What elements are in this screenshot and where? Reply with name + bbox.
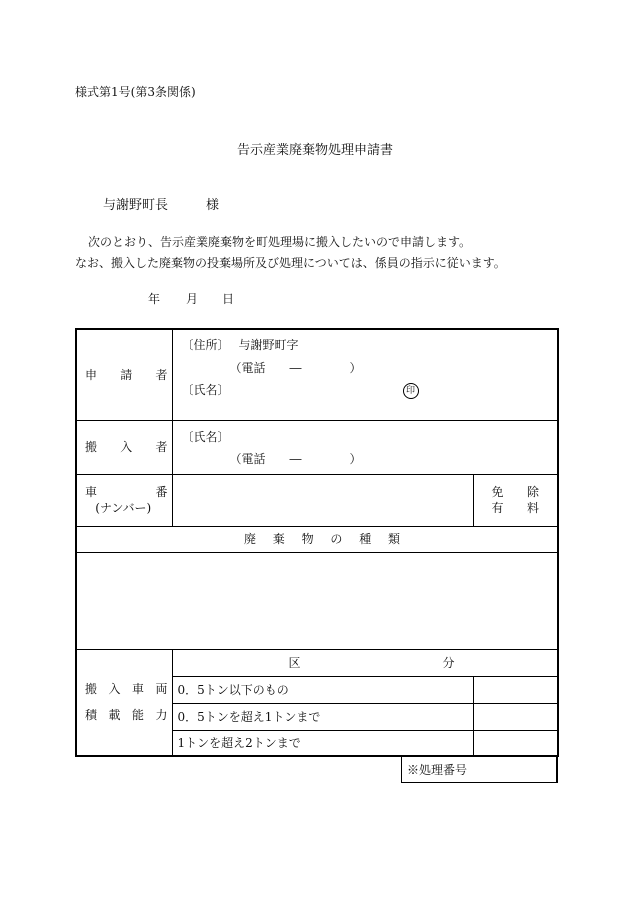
- vehicle-number-label-cell: [76, 474, 172, 526]
- application-form-table: [75, 328, 559, 757]
- applicant-phone: （電話 ― ）: [229, 361, 362, 376]
- carrier-label-char: 搬: [85, 440, 98, 454]
- applicant-label-char: 者: [155, 367, 168, 382]
- applicant-address-label: 〔住所〕: [181, 338, 230, 353]
- load-capacity-label-cell: [76, 649, 172, 756]
- applicant-field-cell[interactable]: [172, 329, 558, 420]
- date-month-label: 月: [186, 292, 199, 306]
- waste-type-label-char: 物: [301, 532, 314, 546]
- capacity-option-check[interactable]: [473, 676, 558, 703]
- division-header-char: 分: [442, 655, 455, 670]
- vehicle-number-label: [77, 484, 172, 500]
- vehicle-number-label-char: 車: [85, 485, 98, 499]
- fee-option-char: 料: [526, 501, 539, 515]
- load-capacity-label-char: 力: [155, 708, 168, 723]
- load-capacity-label-char: 両: [155, 682, 168, 697]
- waste-type-label-char: 種: [359, 532, 372, 546]
- document-title: 告示産業廃棄物処理申請書: [236, 143, 393, 158]
- carrier-row: [76, 420, 558, 474]
- carrier-phone: （電話 ― ）: [229, 452, 362, 466]
- fee-option-cell[interactable]: [473, 474, 558, 526]
- waste-type-header-cell: [76, 526, 558, 552]
- waste-type-row: [76, 552, 558, 649]
- division-header-cell: [172, 649, 558, 676]
- carrier-field-cell[interactable]: [172, 420, 558, 474]
- vehicle-number-sublabel: (ナンバー): [95, 501, 152, 515]
- capacity-option-check[interactable]: [473, 730, 558, 756]
- load-capacity-label-line-1: [77, 676, 172, 702]
- carrier-label: [77, 441, 172, 453]
- load-capacity-label-char: 車: [131, 682, 144, 697]
- carrier-name-label: 〔氏名〕: [181, 430, 230, 444]
- load-capacity-label-char: 載: [108, 708, 121, 723]
- seal-mark: 印: [403, 383, 419, 399]
- capacity-option-label-cell: [172, 676, 473, 703]
- applicant-name-label: 〔氏名〕: [181, 383, 230, 398]
- division-header-char: 区: [288, 655, 301, 670]
- processing-number-label: ※処理番号: [407, 763, 468, 777]
- load-capacity-label-char: 入: [108, 682, 121, 697]
- capacity-option-label: 0．5トン以下のもの: [177, 682, 289, 697]
- addressee-honorific: 様: [206, 198, 220, 213]
- vehicle-number-field[interactable]: [172, 474, 473, 526]
- waste-type-label-char: 類: [387, 532, 400, 546]
- fee-option-exempt: [474, 484, 558, 500]
- vehicle-number-label-char: 番: [155, 485, 168, 499]
- processing-number-field[interactable]: [401, 755, 558, 783]
- applicant-label-cell: [76, 329, 172, 420]
- carrier-label-char: 入: [120, 440, 133, 454]
- fee-option-char: 除: [526, 485, 539, 499]
- fee-option-char: 有: [491, 501, 504, 515]
- division-header: [289, 657, 455, 669]
- capacity-option-label: 1トンを超え2トンまで: [177, 735, 301, 750]
- load-capacity-header-row: [76, 649, 558, 676]
- applicant-address-value: 与謝野町字: [238, 338, 299, 353]
- waste-type-label-char: 棄: [272, 532, 285, 546]
- waste-type-label-char: 廃: [244, 532, 257, 546]
- load-capacity-label-char: 積: [85, 708, 98, 723]
- capacity-option-label-cell: [172, 703, 473, 730]
- addressee-name: 与謝野町長: [103, 198, 169, 213]
- load-capacity-label-char: 搬: [85, 682, 98, 697]
- capacity-option-check[interactable]: [473, 703, 558, 730]
- date-year-label: 年: [148, 292, 161, 306]
- applicant-row: [76, 329, 558, 420]
- waste-type-label: [244, 533, 400, 545]
- vehicle-number-row: [76, 474, 558, 526]
- carrier-label-cell: [76, 420, 172, 474]
- fee-option-char: 免: [491, 485, 504, 499]
- statement-line-1: 次のとおり、告示産業廃棄物を町処理場に搬入したいので申請します。: [88, 235, 472, 249]
- applicant-label-char: 請: [120, 367, 133, 382]
- capacity-option-label-cell: [172, 730, 473, 756]
- waste-type-label-char: の: [330, 532, 343, 546]
- waste-type-field[interactable]: [76, 552, 558, 649]
- statement-line-2: なお、搬入した廃棄物の投棄場所及び処理については、係員の指示に従います。: [75, 256, 506, 270]
- fee-option-paid: [474, 500, 558, 516]
- load-capacity-label-line-2: [77, 702, 172, 728]
- carrier-label-char: 者: [155, 440, 168, 454]
- applicant-label-char: 申: [85, 367, 98, 382]
- capacity-option-label: 0．5トンを超え1トンまで: [177, 709, 321, 724]
- load-capacity-label-char: 能: [131, 708, 144, 723]
- form-number: 様式第1号(第3条関係): [75, 85, 196, 99]
- applicant-label: [77, 369, 172, 381]
- date-day-label: 日: [222, 292, 235, 306]
- waste-type-header-row: [76, 526, 558, 552]
